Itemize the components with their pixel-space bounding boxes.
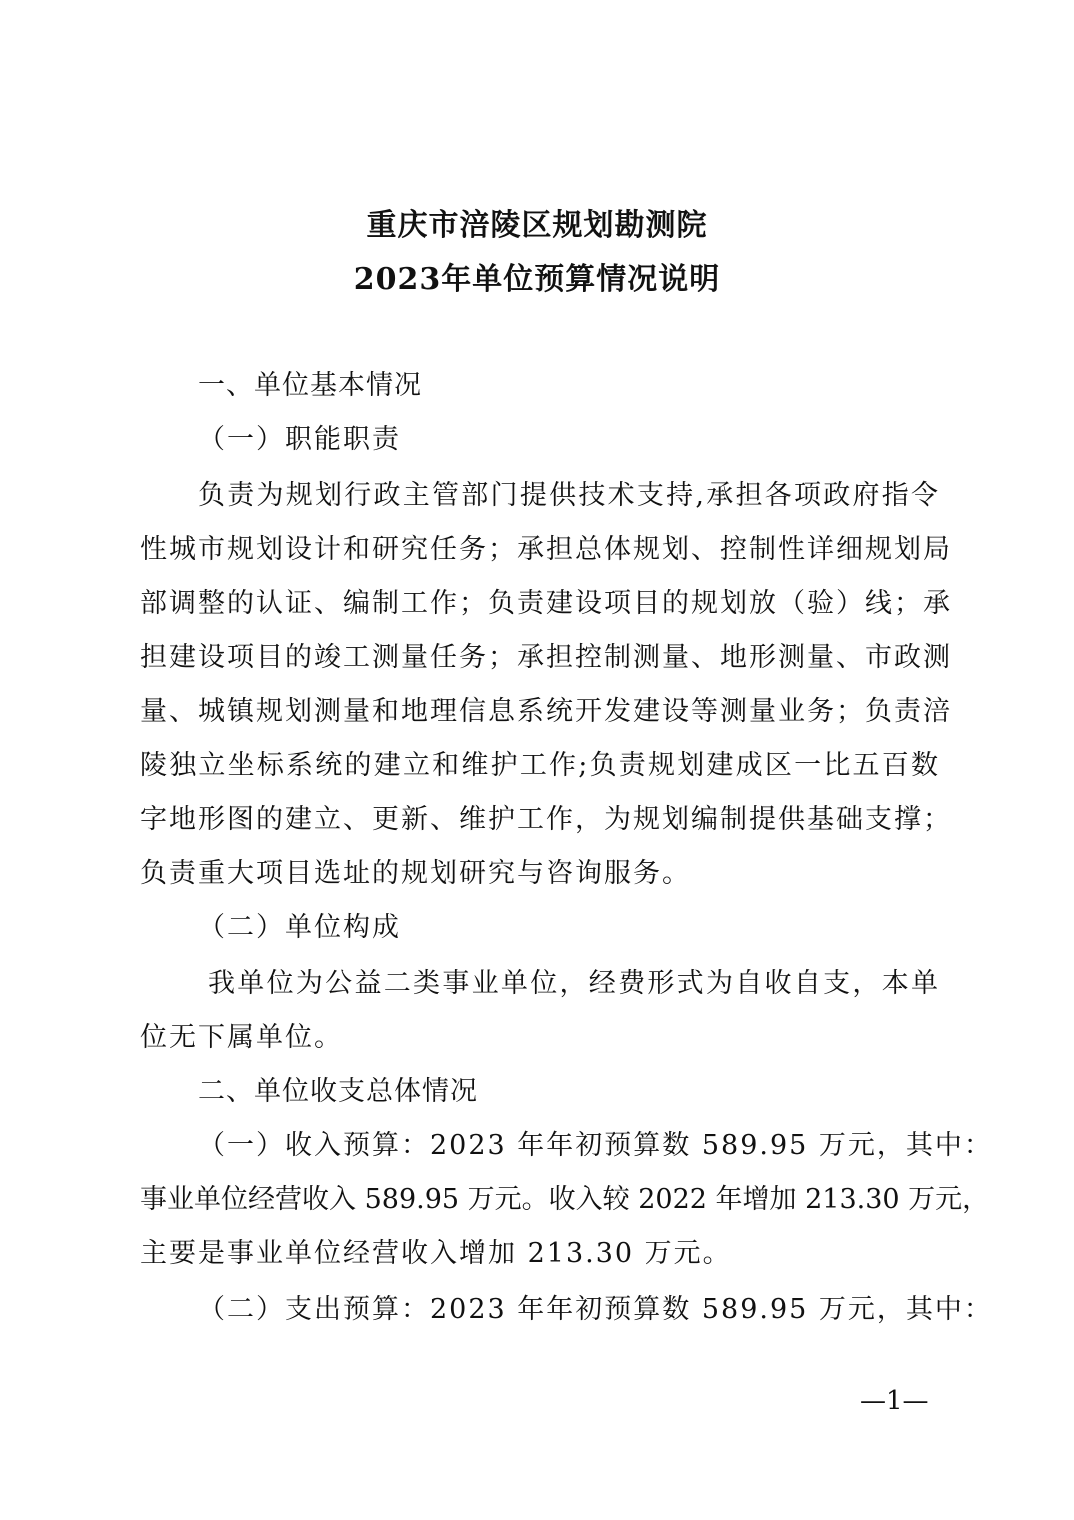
- paragraph-line: 位无下属单位。: [140, 1022, 343, 1053]
- document-title-line1: 重庆市涪陵区规划勘测院: [366, 208, 708, 243]
- paragraph-line: （一）收入预算：2023 年年初预算数 589.95 万元，其中：: [198, 1130, 993, 1161]
- paragraph-line: 担建设项目的竣工测量任务；承担控制测量、地形测量、市政测: [140, 642, 952, 673]
- paragraph-line: 性城市规划设计和研究任务；承担总体规划、控制性详细规划局: [140, 534, 952, 565]
- paragraph-line: 字地形图的建立、更新、维护工作，为规划编制提供基础支撑；: [140, 804, 952, 835]
- section-heading-budget-overview: 二、单位收支总体情况: [198, 1076, 478, 1107]
- paragraph-line: 负责重大项目选址的规划研究与咨询服务。: [140, 858, 691, 889]
- paragraph-line: 负责为规划行政主管部门提供技术支持,承担各项政府指令: [198, 480, 940, 511]
- subsection-heading-duties: （一）职能职责: [198, 424, 401, 455]
- paragraph-line: 量、城镇规划测量和地理信息系统开发建设等测量业务；负责涪: [140, 696, 952, 727]
- section-heading-basic-info: 一、单位基本情况: [198, 370, 422, 401]
- paragraph-line: （二）支出预算：2023 年年初预算数 589.95 万元，其中：: [198, 1294, 993, 1325]
- paragraph-line: 主要是事业单位经营收入增加 213.30 万元。: [140, 1238, 732, 1269]
- subsection-heading-composition: （二）单位构成: [198, 912, 401, 943]
- paragraph-line: 部调整的认证、编制工作；负责建设项目的规划放（验）线；承: [140, 588, 952, 619]
- paragraph-line: 我单位为公益二类事业单位，经费形式为自收自支，本单: [208, 968, 940, 999]
- page-number: —1—: [860, 1386, 929, 1416]
- document-title-line2: 2023年单位预算情况说明: [353, 262, 721, 297]
- paragraph-line: 陵独立坐标系统的建立和维护工作;负责规划建成区一比五百数: [140, 750, 940, 781]
- paragraph-line: 事业单位经营收入 589.95 万元。收入较 2022 年增加 213.30 万元，: [140, 1184, 990, 1215]
